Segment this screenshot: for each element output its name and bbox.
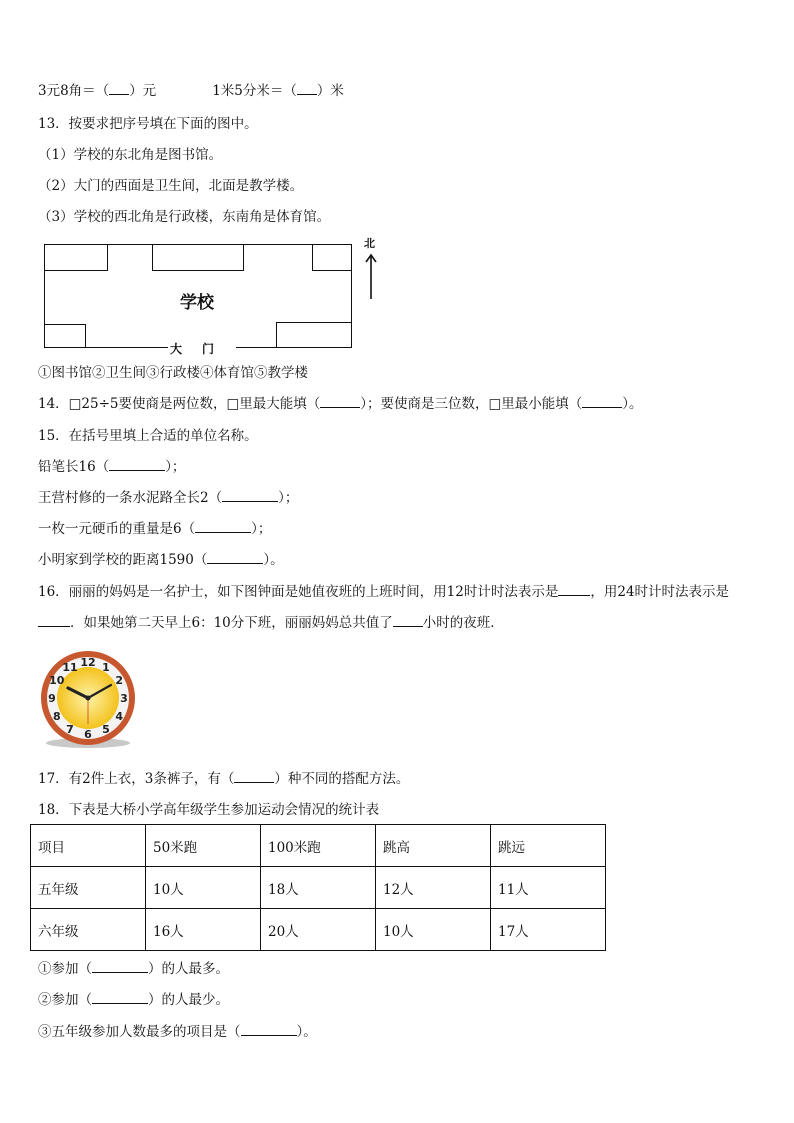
- q18-sub-3-end: ）。: [296, 1024, 317, 1040]
- q15-line-4-text: 小明家到学校的距离1590（: [38, 552, 208, 568]
- room-box-southeast[interactable]: [276, 322, 352, 348]
- answer-blank[interactable]: [582, 395, 622, 408]
- q18-title: 18．下表是大桥小学高年级学生参加运动会情况的统计表: [38, 802, 380, 818]
- answer-blank[interactable]: [207, 551, 263, 564]
- north-label: 北: [364, 237, 375, 250]
- school-label: 学校: [180, 293, 214, 313]
- answer-blank[interactable]: [92, 991, 148, 1004]
- q16-part-d: 小时的夜班．: [422, 615, 504, 631]
- q15-title: 15．在括号里填上合适的单位名称。: [38, 428, 258, 444]
- q16-line-1: [38, 583, 729, 601]
- north-arrow-icon: [363, 252, 379, 300]
- table-cell: 11人: [491, 867, 606, 909]
- q15-line-3-end: ）；: [251, 521, 272, 537]
- q14-part-b: ）；要使商是三位数，□里最小能填（: [360, 396, 583, 412]
- q18-sub-2-text: ②参加（: [38, 992, 92, 1008]
- answer-blank[interactable]: [109, 458, 165, 471]
- clock-numeral: 3: [120, 692, 128, 705]
- answer-blank[interactable]: [320, 395, 360, 408]
- clock-numeral: 1: [102, 660, 110, 674]
- q15-line-1-end: ）；: [165, 459, 186, 475]
- school-map: [44, 237, 384, 356]
- q15-line-4: [38, 551, 284, 569]
- room-box-north[interactable]: [152, 244, 244, 271]
- q15-line-3: [38, 520, 271, 538]
- table-cell: 五年级: [31, 867, 146, 909]
- q18-sub-1-end: ）的人最多。: [148, 961, 229, 977]
- answer-blank[interactable]: [38, 614, 70, 627]
- gate-label: 大门: [170, 342, 235, 356]
- clock-numeral: 6: [84, 728, 92, 741]
- q14-part-a: 14．□25÷5要使商是两位数，□里最大能填（: [38, 396, 321, 412]
- q17-end: ）种不同的搭配方法。: [274, 771, 410, 787]
- conversion-meter-end: ）米: [316, 83, 344, 99]
- answer-blank[interactable]: [558, 583, 590, 596]
- clock-numeral: 5: [102, 723, 110, 737]
- q15-line-1: [38, 458, 185, 476]
- q17-text: 17．有2件上衣，3条裤子，有（: [38, 771, 235, 787]
- answer-blank[interactable]: [109, 82, 129, 95]
- table-cell: 12人: [376, 867, 491, 909]
- table-cell: 17人: [491, 909, 606, 951]
- table-cell: 10人: [376, 909, 491, 951]
- q15-line-1-text: 铅笔长16（: [38, 459, 110, 475]
- table-row: [31, 909, 606, 951]
- table-header-cell: 跳远: [491, 825, 606, 867]
- clock-numeral: 10: [49, 674, 65, 687]
- clock-numeral: 8: [52, 710, 61, 723]
- table-cell: 20人: [261, 909, 376, 951]
- q15-line-3-text: 一枚一元硬币的重量是6（: [38, 521, 196, 537]
- room-box-southwest[interactable]: [44, 324, 86, 348]
- clock-numeral: 7: [66, 723, 74, 737]
- table-cell: 六年级: [31, 909, 146, 951]
- answer-blank[interactable]: [234, 770, 274, 783]
- table-header-row: [31, 825, 606, 867]
- answer-blank[interactable]: [241, 1023, 297, 1036]
- sports-stats-table: [30, 824, 606, 951]
- q14-line: [38, 395, 643, 413]
- q16-part-c: ．如果她第二天早上6：10分下班，丽丽妈妈总共值了: [70, 615, 393, 631]
- q16-part-a: 16．丽丽的妈妈是一名护士，如下图钟面是她值夜班的上班时间，用12时计时法表示是: [38, 584, 559, 600]
- table-cell: 18人: [261, 867, 376, 909]
- wall-clock-image: [38, 650, 138, 750]
- answer-blank[interactable]: [92, 960, 148, 973]
- clock-numeral: 11: [62, 660, 78, 674]
- conversion-meter-text: 1米5分米＝（: [212, 83, 297, 99]
- answer-blank[interactable]: [393, 614, 423, 627]
- q18-sub-1: [38, 960, 229, 978]
- clock-center: [86, 696, 91, 701]
- q18-sub-2-end: ）的人最少。: [148, 992, 229, 1008]
- q18-sub-1-text: ①参加（: [38, 961, 92, 977]
- clock-numeral: 4: [115, 710, 124, 723]
- q17-line: [38, 770, 409, 788]
- clock-numeral: 12: [80, 656, 96, 669]
- q15-line-2: [38, 489, 298, 507]
- table-header-cell: 跳高: [376, 825, 491, 867]
- answer-blank[interactable]: [297, 82, 317, 95]
- q18-sub-3-text: ③五年级参加人数最多的项目是（: [38, 1024, 241, 1040]
- q15-line-2-end: ）；: [278, 490, 299, 506]
- table-header-cell: 项目: [31, 825, 146, 867]
- answer-blank[interactable]: [195, 520, 251, 533]
- conversion-yuan-end: ）元: [129, 83, 157, 99]
- room-box-northwest[interactable]: [44, 244, 108, 271]
- q13-item-2: （2）大门的西面是卫生间，北面是教学楼。: [38, 178, 304, 194]
- clock-numeral: 9: [48, 692, 56, 705]
- table-header-cell: 100米跑: [261, 825, 376, 867]
- q16-part-b: ，用24时计时法表示是: [590, 584, 730, 600]
- q15-line-4-end: ）。: [263, 552, 284, 568]
- q18-sub-2: [38, 991, 229, 1009]
- table-header-cell: 50米跑: [146, 825, 261, 867]
- room-box-northeast[interactable]: [312, 244, 352, 271]
- answer-blank[interactable]: [222, 489, 278, 502]
- q13-item-1: （1）学校的东北角是图书馆。: [38, 147, 223, 163]
- q13-item-3: （3）学校的西北角是行政楼，东南角是体育馆。: [38, 209, 331, 225]
- table-row: [31, 867, 606, 909]
- table-cell: 10人: [146, 867, 261, 909]
- q16-line-2: [38, 614, 504, 632]
- q13-options: ①图书馆②卫生间③行政楼④体育馆⑤教学楼: [38, 365, 308, 381]
- clock-numeral: 2: [115, 674, 124, 687]
- unit-conversion-line: [38, 82, 344, 100]
- table-cell: 16人: [146, 909, 261, 951]
- q14-part-c: ）。: [622, 396, 643, 412]
- q15-line-2-text: 王营村修的一条水泥路全长2（: [38, 490, 223, 506]
- q13-title: 13．按要求把序号填在下面的图中。: [38, 116, 258, 132]
- conversion-yuan-text: 3元8角＝（: [38, 83, 110, 99]
- q18-sub-3: [38, 1023, 317, 1041]
